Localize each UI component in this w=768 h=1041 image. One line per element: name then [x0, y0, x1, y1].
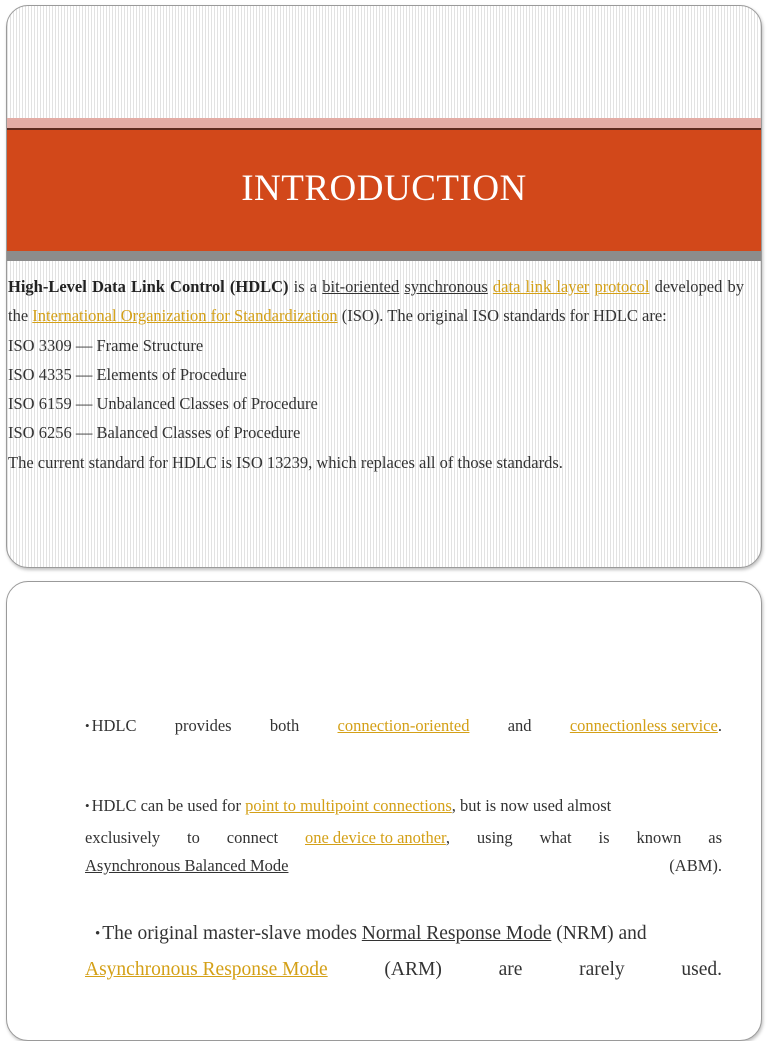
intro-content [8, 272, 744, 477]
intro-paragraph [8, 272, 744, 331]
bullet-2 [85, 790, 722, 878]
title-band-top [7, 118, 761, 128]
text-span: known [636, 828, 682, 847]
text-span: used. [681, 959, 722, 980]
iso-item-4335: ISO 4335 — Elements of Procedure [8, 364, 247, 384]
text-span: (ABM). [669, 856, 722, 875]
bit-oriented-link[interactable]: bit-oriented [322, 277, 400, 296]
protocol-link[interactable]: protocol [594, 277, 650, 296]
bullet-dot: • [85, 718, 90, 733]
text-span: . [717, 716, 722, 735]
data-link-layer-link[interactable]: data link layer [492, 277, 590, 296]
iso-link[interactable]: International Organization for Standardization [32, 306, 338, 326]
text-span: provides [174, 716, 232, 735]
bullet-2-line-1 [85, 790, 722, 822]
asynchronous-balanced-mode-link[interactable]: Asynchronous Balanced Mode [85, 856, 289, 875]
iso-item-6159: ISO 6159 — Unbalanced Classes of Procedure [8, 394, 318, 414]
bullet-1-first [85, 716, 136, 736]
text-span: developed by the [8, 277, 744, 326]
title-bar [7, 130, 761, 251]
text-span: HDLC can be used for [91, 796, 246, 815]
slide-hdlc-features [6, 581, 762, 1041]
iso-item-3309: ISO 3309 — Frame Structure [8, 335, 204, 355]
text-span: exclusively [85, 828, 161, 847]
text-span: what [539, 828, 572, 847]
text-span: connect [226, 828, 279, 847]
hdlc-term: High-Level Data Link Control (HDLC) [8, 277, 289, 296]
text-span: (ISO). The original ISO standards for HDLC are: [337, 306, 667, 326]
slide-introduction [6, 5, 762, 568]
text-span: The original master-slave modes [102, 923, 362, 944]
text-span: is [598, 828, 610, 847]
bullet-2-line-1-text [85, 790, 611, 822]
bullet-1-last [570, 716, 722, 736]
connection-oriented-link[interactable]: connection-oriented [337, 716, 470, 735]
one-device-to-another-link[interactable]: one device to another [304, 828, 446, 847]
normal-response-mode-link[interactable]: Normal Response Mode [361, 923, 552, 944]
bullet-dot: • [85, 798, 90, 813]
text-span: and [507, 716, 532, 735]
text-span: (NRM) and [551, 923, 647, 944]
device-link-wrap [305, 822, 450, 854]
text-span: to [187, 828, 200, 847]
synchronous-link[interactable]: synchronous [404, 277, 488, 296]
text-span: both [269, 716, 300, 735]
bullet-3-line-1 [85, 916, 722, 952]
text-span: is a [288, 277, 323, 296]
slide-title: INTRODUCTION [241, 168, 527, 209]
title-band-bottom [7, 251, 761, 261]
connectionless-service-link[interactable]: connectionless service [569, 716, 718, 735]
bullet-3-line-1-text [85, 916, 647, 952]
bullet-dot: • [95, 926, 101, 942]
text-span: rarely [579, 959, 625, 980]
iso-item-6256: ISO 6256 — Balanced Classes of Procedure [8, 423, 301, 443]
text-span: are [498, 959, 523, 980]
bullet-1 [85, 716, 722, 736]
text-span: , but is now used almost [451, 796, 612, 815]
closing-sentence: The current standard for HDLC is ISO 13239, which replaces all of those standards. [8, 452, 563, 472]
point-to-multipoint-link[interactable]: point to multipoint connections [245, 796, 452, 815]
bullet-2-line-3 [85, 854, 722, 878]
text-span: using [476, 828, 513, 847]
asynchronous-response-mode-link[interactable]: Asynchronous Response Mode [85, 959, 328, 980]
text-span: HDLC [91, 716, 137, 735]
text-span: as [708, 828, 722, 847]
bullet-3-line-2 [85, 952, 722, 988]
bullet-3 [85, 916, 722, 988]
text-span: (ARM) [384, 959, 442, 980]
bullet-2-line-2 [85, 822, 722, 854]
text-span: , [445, 828, 451, 847]
bullet-1-line [85, 716, 722, 736]
